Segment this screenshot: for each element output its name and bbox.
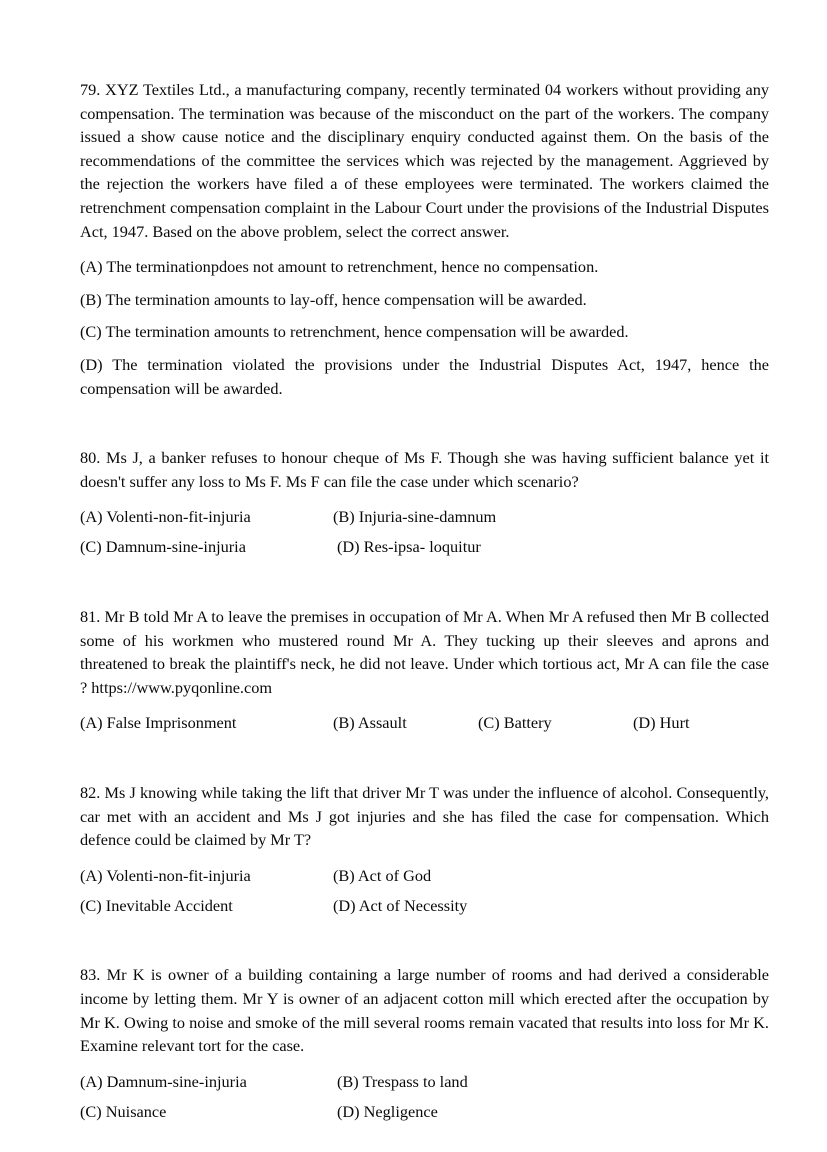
question-stem-82: 82. Ms J knowing while taking the lift that driver Mr T was under the influence of alcohol. Consequently, car met with an accident and Ms J got injuries and she has filed the case for compensation. Which defence could be claimed by Mr T? — [80, 782, 769, 850]
question-block-82 — [80, 781, 769, 917]
question-block-79 — [80, 78, 769, 400]
option-83-b[interactable]: (B) Trespass to land — [337, 1071, 468, 1091]
option-81-b[interactable]: (B) Assault — [333, 713, 407, 733]
option-80-b[interactable]: (B) Injuria-sine-damnum — [333, 507, 497, 527]
option-82-c[interactable]: (C) Inevitable Accident — [80, 895, 233, 915]
question-block-83 — [80, 963, 769, 1123]
options-list-79 — [80, 255, 769, 400]
question-block-80 — [80, 446, 769, 559]
option-80-d[interactable]: (D) Res-ipsa- loquitur — [337, 537, 481, 557]
options-list-82 — [80, 864, 769, 918]
option-79-c[interactable]: (C) The termination amounts to retrenchment, hence compensation will be awarded. — [80, 322, 629, 342]
options-list-80 — [80, 505, 769, 559]
option-83-a[interactable]: (A) Damnum-sine-injuria — [80, 1071, 247, 1091]
options-row-80-1 — [80, 505, 769, 529]
options-list-83 — [80, 1070, 769, 1124]
question-stem-79: 79. XYZ Textiles Ltd., a manufacturing company, recently terminated 04 workers without providing any compensation. The termination was because of the misconduct on the part of the workers. The company issued a show cause notice and the disciplinary enquiry conducted against them. On the basis of the recommendations of the committee the services which was rejected by the management. Aggrieved by the rejection the workers have filed a of these employees were terminated. The workers claimed the retrenchment compensation complaint in the Labour Court under the provisions of the Industrial Disputes Act, 1947. Based on the above problem, select the correct answer. — [80, 80, 769, 241]
option-82-a[interactable]: (A) Volenti-non-fit-injuria — [80, 865, 251, 885]
option-81-d[interactable]: (D) Hurt — [633, 713, 690, 733]
option-82-b[interactable]: (B) Act of God — [333, 865, 432, 885]
options-list-81 — [80, 711, 769, 735]
question-stem-83: 83. Mr K is owner of a building containing a large number of rooms and had derived a considerable income by letting them. Mr Y is owner of an adjacent cotton mill which erected after the occupation by Mr K. Owing to noise and smoke of the mill several rooms remain vacated that results into loss for Mr K. Examine relevant tort for the case. — [80, 965, 769, 1056]
option-81-a[interactable]: (A) False Imprisonment — [80, 713, 237, 733]
question-block-81 — [80, 605, 769, 735]
option-80-a[interactable]: (A) Volenti-non-fit-injuria — [80, 507, 251, 527]
options-row-82-2 — [80, 894, 769, 918]
question-stem-80: 80. Ms J, a banker refuses to honour cheque of Ms F. Though she was having sufficient balance yet it doesn't suffer any loss to Ms F. Ms F can file the case under which scenario? — [80, 448, 769, 491]
options-row-83-2 — [80, 1100, 769, 1124]
option-83-c[interactable]: (C) Nuisance — [80, 1101, 167, 1121]
page-content — [80, 78, 769, 1152]
option-81-c[interactable]: (C) Battery — [478, 713, 552, 733]
options-row-81-1 — [80, 711, 769, 735]
option-82-d[interactable]: (D) Act of Necessity — [333, 895, 468, 915]
option-79-a[interactable]: (A) The terminationpdoes not amount to retrenchment, hence no compensation. — [80, 257, 599, 277]
option-80-c[interactable]: (C) Damnum-sine-injuria — [80, 537, 246, 557]
options-row-82-1 — [80, 864, 769, 888]
options-row-80-2 — [80, 535, 769, 559]
option-79-d[interactable]: (D) The termination violated the provisions under the Industrial Disputes Act, 1947, hence the compensation will be awarded. — [80, 354, 769, 398]
option-79-b[interactable]: (B) The termination amounts to lay-off, hence compensation will be awarded. — [80, 289, 587, 309]
question-stem-81: 81. Mr B told Mr A to leave the premises in occupation of Mr A. When Mr A refused then Mr B collected some of his workmen who mustered round Mr A. They tucking up their sleeves and aprons and threatened to break the plaintiff's neck, he did not leave. Under which tortious act, Mr A can file the case ? https://www.pyqonline.com — [80, 607, 769, 697]
option-83-d[interactable]: (D) Negligence — [337, 1101, 438, 1121]
options-row-83-1 — [80, 1070, 769, 1094]
